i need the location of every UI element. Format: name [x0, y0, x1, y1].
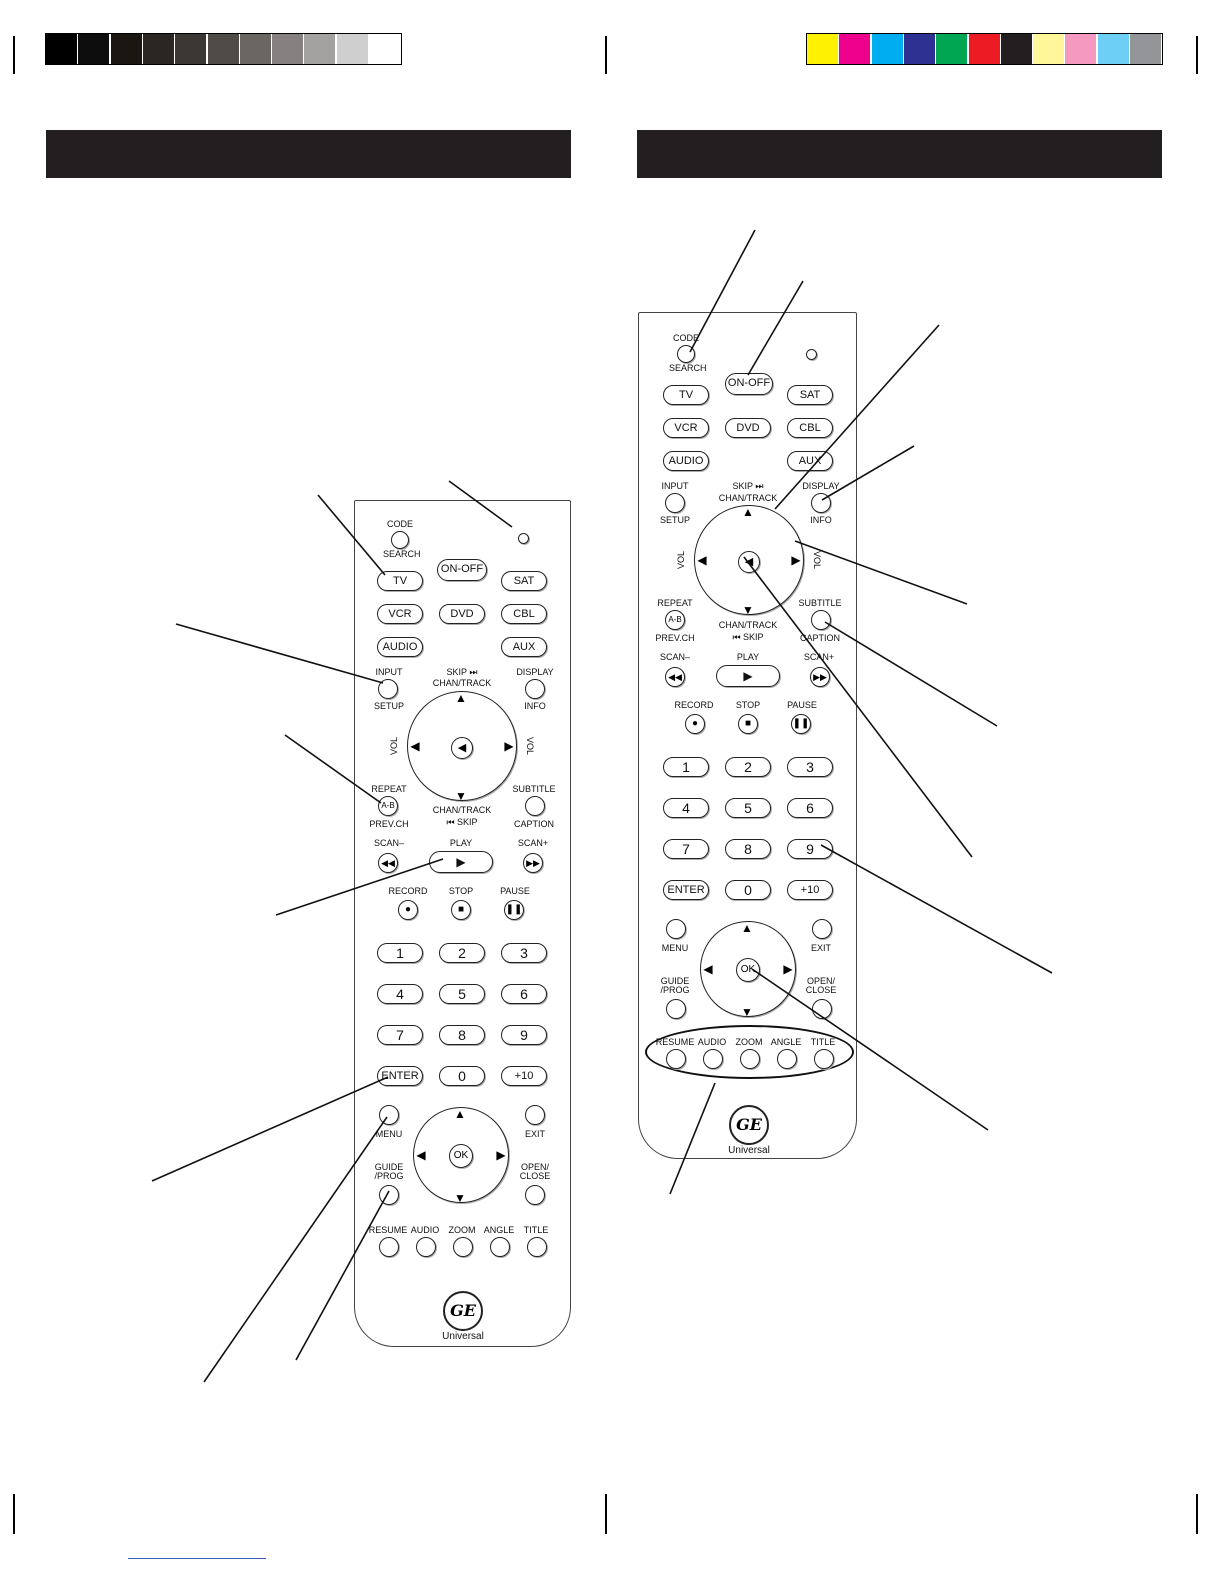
right-skip-forward-label: SKIP ⏭ [732, 481, 764, 491]
left-resume-button[interactable] [379, 1237, 399, 1257]
left-nav-up-icon[interactable]: ▲ [454, 1107, 466, 1121]
right-record-button[interactable]: ● [685, 714, 705, 734]
right-ok-button[interactable]: OK [736, 958, 760, 982]
left-guide-prog-button[interactable] [379, 1185, 399, 1205]
right-chan-track-top-label: CHAN/TRACK [718, 493, 778, 503]
right-vol-down-icon[interactable]: ◀ [697, 553, 707, 567]
left-pause-button[interactable]: ❚❚ [504, 900, 524, 920]
left-repeat-label: REPEAT [371, 784, 407, 794]
right-vol-right-label: VOL [812, 550, 823, 570]
left-angle-button[interactable] [490, 1237, 510, 1257]
right-record-label: RECORD [674, 700, 714, 710]
right-play-label: PLAY [736, 652, 760, 662]
left-scan-plus-button[interactable]: ▶▶ [523, 853, 543, 873]
grayscale-swatch [111, 34, 142, 64]
left-skip-forward-label: SKIP ⏭ [446, 667, 478, 677]
leader-enter [152, 1077, 388, 1181]
right-code-label: CODE [672, 333, 699, 343]
crop-mark-top-center [605, 36, 607, 74]
right-menu-label: MENU [661, 943, 689, 953]
left-vol-right-label: VOL [525, 736, 536, 756]
left-digit-7[interactable]: 7 [377, 1025, 423, 1045]
right-enter-button[interactable]: ENTER [663, 880, 709, 900]
left-ok-button[interactable]: OK [449, 1144, 473, 1168]
right-digit-3[interactable]: 3 [787, 757, 833, 777]
right-code-search-button[interactable] [677, 345, 695, 363]
left-open-close-button[interactable] [525, 1185, 545, 1205]
left-zoom-button[interactable] [453, 1237, 473, 1257]
color-swatch [936, 34, 967, 64]
right-angle-label: ANGLE [770, 1037, 802, 1047]
right-subtitle-caption-button[interactable] [811, 610, 831, 630]
left-remote-illustration [354, 500, 571, 1347]
right-digit-2[interactable]: 2 [725, 757, 771, 777]
left-skip-back-label: ⏮ SKIP [446, 817, 478, 827]
right-zoom-label: ZOOM [735, 1037, 763, 1047]
right-display-info-button[interactable] [811, 493, 831, 513]
right-stop-label: STOP [735, 700, 761, 710]
right-cbl-button[interactable]: CBL [787, 418, 833, 438]
color-swatch [807, 34, 838, 64]
grayscale-swatch [337, 34, 368, 64]
left-audio-button[interactable]: AUDIO [377, 637, 423, 657]
left-digit-2[interactable]: 2 [439, 943, 485, 963]
crop-mark-top-left [13, 36, 15, 74]
left-repeat-ab-button[interactable] [378, 796, 398, 816]
right-chan-track-bottom-label: CHAN/TRACK [718, 620, 778, 630]
left-zoom-label: ZOOM [448, 1225, 476, 1235]
left-ge-logo: GE [443, 1291, 483, 1331]
right-title-label: TITLE [810, 1037, 836, 1047]
left-on-off-button[interactable]: ON-OFF [437, 559, 487, 581]
right-mute-button[interactable]: ◀ [738, 551, 760, 573]
right-tv-button[interactable]: TV [663, 385, 709, 405]
left-title-label: TITLE [523, 1225, 549, 1235]
left-guide-label: GUIDE /PROG [374, 1162, 404, 1181]
left-digit-4[interactable]: 4 [377, 984, 423, 1004]
left-stop-label: STOP [448, 886, 474, 896]
right-info-label: INFO [810, 515, 832, 525]
left-header-bar [46, 130, 571, 178]
left-input-label: INPUT [375, 667, 403, 677]
right-digit-7[interactable]: 7 [663, 839, 709, 859]
left-nav-down-icon[interactable]: ▼ [454, 1191, 466, 1205]
color-swatch [839, 34, 870, 64]
right-caption-label: CAPTION [799, 633, 840, 643]
left-aux-button[interactable]: AUX [501, 637, 547, 657]
grayscale-swatch [78, 34, 109, 64]
left-chan-track-bottom-label: CHAN/TRACK [432, 805, 492, 815]
left-subtitle-caption-button[interactable] [525, 796, 545, 816]
left-nav-left-icon[interactable]: ◀ [416, 1148, 426, 1162]
right-resume-label: RESUME [655, 1037, 695, 1047]
right-nav-up-icon[interactable]: ▲ [741, 921, 753, 935]
left-plus10-button[interactable]: +10 [501, 1066, 547, 1086]
left-tv-button[interactable]: TV [377, 571, 423, 591]
right-search-label: SEARCH [669, 363, 707, 373]
left-nav-right-icon[interactable]: ▶ [496, 1148, 506, 1162]
left-angle-label: ANGLE [483, 1225, 515, 1235]
grayscale-swatch [46, 34, 77, 64]
right-chan-up-icon[interactable]: ▲ [742, 505, 754, 519]
right-audio-button[interactable]: AUDIO [663, 451, 709, 471]
right-pause-label: PAUSE [787, 700, 817, 710]
right-pause-button[interactable]: ❚❚ [791, 714, 811, 734]
color-swatch [872, 34, 903, 64]
color-swatch [1130, 34, 1161, 64]
right-repeat-ab-button[interactable] [665, 610, 685, 630]
left-title-button[interactable] [527, 1237, 547, 1257]
left-audio-label: AUDIO [410, 1225, 440, 1235]
bottom-rule [128, 1558, 266, 1559]
right-resume-button[interactable] [666, 1049, 686, 1069]
right-vol-up-icon[interactable]: ▶ [791, 553, 801, 567]
right-chan-down-icon[interactable]: ▼ [742, 603, 754, 617]
right-setup-label: SETUP [659, 515, 690, 525]
right-open-close-label: OPEN/ CLOSE [805, 976, 837, 995]
color-swatch [1065, 34, 1096, 64]
right-on-off-button[interactable]: ON-OFF [725, 373, 773, 395]
left-play-label: PLAY [449, 838, 473, 848]
right-zoom-button[interactable] [740, 1049, 760, 1069]
color-swatch [1033, 34, 1064, 64]
right-repeat-label: REPEAT [657, 598, 693, 608]
left-input-setup-button[interactable] [378, 679, 398, 699]
left-subtitle-label: SUBTITLE [512, 784, 556, 794]
color-swatch [969, 34, 1000, 64]
left-mute-button[interactable]: ◀ [451, 737, 473, 759]
right-remote-illustration [638, 312, 857, 1159]
left-chan-up-icon[interactable]: ▲ [455, 691, 467, 705]
left-cbl-button[interactable]: CBL [501, 604, 547, 624]
left-scan-minus-button[interactable]: ◀◀ [378, 853, 398, 873]
right-prevch-label: PREV.CH [655, 633, 695, 643]
right-scan-minus-label: SCAN– [659, 652, 690, 662]
right-scan-minus-button[interactable]: ◀◀ [665, 667, 685, 687]
grayscale-swatch [304, 34, 335, 64]
right-exit-button[interactable] [812, 919, 832, 939]
color-calibration-bar [806, 33, 1163, 65]
left-audio-button[interactable] [416, 1237, 436, 1257]
right-scan-plus-label: SCAN+ [803, 652, 835, 662]
left-enter-button[interactable]: ENTER [377, 1066, 423, 1086]
left-caption-label: CAPTION [513, 819, 554, 829]
leader-input [176, 624, 383, 683]
right-ab-text: A-B [668, 615, 682, 624]
left-indicator-led [518, 533, 529, 544]
left-menu-button[interactable] [379, 1105, 399, 1125]
left-dvd-button[interactable]: DVD [439, 604, 485, 624]
right-subtitle-label: SUBTITLE [798, 598, 842, 608]
color-swatch [1001, 34, 1032, 64]
right-guide-label: GUIDE /PROG [660, 976, 690, 995]
left-resume-label: RESUME [368, 1225, 408, 1235]
right-indicator-led [806, 349, 817, 360]
right-audio-button[interactable] [703, 1049, 723, 1069]
right-angle-button[interactable] [777, 1049, 797, 1069]
right-header-bar [637, 130, 1162, 178]
right-digit-6[interactable]: 6 [787, 798, 833, 818]
right-nav-down-icon[interactable]: ▼ [741, 1005, 753, 1019]
left-digit-9[interactable]: 9 [501, 1025, 547, 1045]
right-dvd-button[interactable]: DVD [725, 418, 771, 438]
right-scan-plus-button[interactable]: ▶▶ [810, 667, 830, 687]
right-aux-button[interactable]: AUX [787, 451, 833, 471]
left-search-label: SEARCH [383, 549, 421, 559]
left-display-info-button[interactable] [525, 679, 545, 699]
right-stop-button[interactable]: ■ [738, 714, 758, 734]
left-exit-button[interactable] [525, 1105, 545, 1125]
right-audio-label: AUDIO [697, 1037, 727, 1047]
left-stop-button[interactable]: ■ [451, 900, 471, 920]
right-vol-left-label: VOL [676, 550, 687, 570]
right-digit-0[interactable]: 0 [725, 880, 771, 900]
left-scan-plus-label: SCAN+ [517, 838, 549, 848]
left-digit-8[interactable]: 8 [439, 1025, 485, 1045]
right-digit-1[interactable]: 1 [663, 757, 709, 777]
left-universal-label: Universal [442, 1331, 484, 1342]
left-vol-up-icon[interactable]: ▶ [504, 739, 514, 753]
left-chan-track-top-label: CHAN/TRACK [432, 678, 492, 688]
right-sat-button[interactable]: SAT [787, 385, 833, 405]
right-skip-back-label: ⏮ SKIP [732, 632, 764, 642]
left-display-label: DISPLAY [516, 667, 554, 677]
right-display-label: DISPLAY [802, 481, 840, 491]
grayscale-calibration-bar [45, 33, 402, 65]
grayscale-swatch [272, 34, 303, 64]
left-play-button[interactable]: ▶ [429, 851, 493, 873]
left-info-label: INFO [524, 701, 546, 711]
right-digit-8[interactable]: 8 [725, 839, 771, 859]
left-setup-label: SETUP [373, 701, 404, 711]
left-vol-down-icon[interactable]: ◀ [410, 739, 420, 753]
color-swatch [904, 34, 935, 64]
right-vcr-button[interactable]: VCR [663, 418, 709, 438]
right-ge-logo: GE [729, 1105, 769, 1145]
crop-mark-bottom-right [1196, 1494, 1198, 1534]
left-record-button[interactable]: ● [398, 900, 418, 920]
left-menu-label: MENU [375, 1129, 403, 1139]
right-nav-right-icon[interactable]: ▶ [783, 962, 793, 976]
left-pause-label: PAUSE [500, 886, 530, 896]
right-input-label: INPUT [661, 481, 689, 491]
right-digit-4[interactable]: 4 [663, 798, 709, 818]
left-digit-1[interactable]: 1 [377, 943, 423, 963]
grayscale-swatch [369, 34, 400, 64]
right-title-button[interactable] [814, 1049, 834, 1069]
left-record-label: RECORD [388, 886, 428, 896]
right-menu-button[interactable] [666, 919, 686, 939]
grayscale-swatch [208, 34, 239, 64]
crop-mark-top-right [1196, 36, 1198, 74]
left-digit-0[interactable]: 0 [439, 1066, 485, 1086]
grayscale-swatch [175, 34, 206, 64]
left-chan-down-icon[interactable]: ▼ [455, 789, 467, 803]
left-code-search-button[interactable] [391, 531, 409, 549]
crop-mark-bottom-left [13, 1494, 15, 1534]
left-code-label: CODE [386, 519, 413, 529]
color-swatch [1098, 34, 1129, 64]
left-prevch-label: PREV.CH [369, 819, 409, 829]
left-digit-3[interactable]: 3 [501, 943, 547, 963]
right-input-setup-button[interactable] [665, 493, 685, 513]
crop-mark-bottom-center [605, 1494, 607, 1534]
left-sat-button[interactable]: SAT [501, 571, 547, 591]
right-open-close-button[interactable] [812, 999, 832, 1019]
left-ab-text: A-B [381, 801, 395, 810]
left-vcr-button[interactable]: VCR [377, 604, 423, 624]
right-universal-label: Universal [728, 1145, 770, 1156]
grayscale-swatch [240, 34, 271, 64]
grayscale-swatch [143, 34, 174, 64]
left-exit-label: EXIT [524, 1129, 545, 1139]
right-play-button[interactable]: ▶ [716, 665, 780, 687]
right-plus10-button[interactable]: +10 [787, 880, 833, 900]
left-digit-5[interactable]: 5 [439, 984, 485, 1004]
right-nav-left-icon[interactable]: ◀ [703, 962, 713, 976]
left-digit-6[interactable]: 6 [501, 984, 547, 1004]
right-digit-5[interactable]: 5 [725, 798, 771, 818]
right-exit-label: EXIT [810, 943, 831, 953]
right-guide-prog-button[interactable] [666, 999, 686, 1019]
right-digit-9[interactable]: 9 [787, 839, 833, 859]
left-open-close-label: OPEN/ CLOSE [519, 1162, 551, 1181]
left-scan-minus-label: SCAN– [373, 838, 404, 848]
left-vol-left-label: VOL [389, 736, 400, 756]
